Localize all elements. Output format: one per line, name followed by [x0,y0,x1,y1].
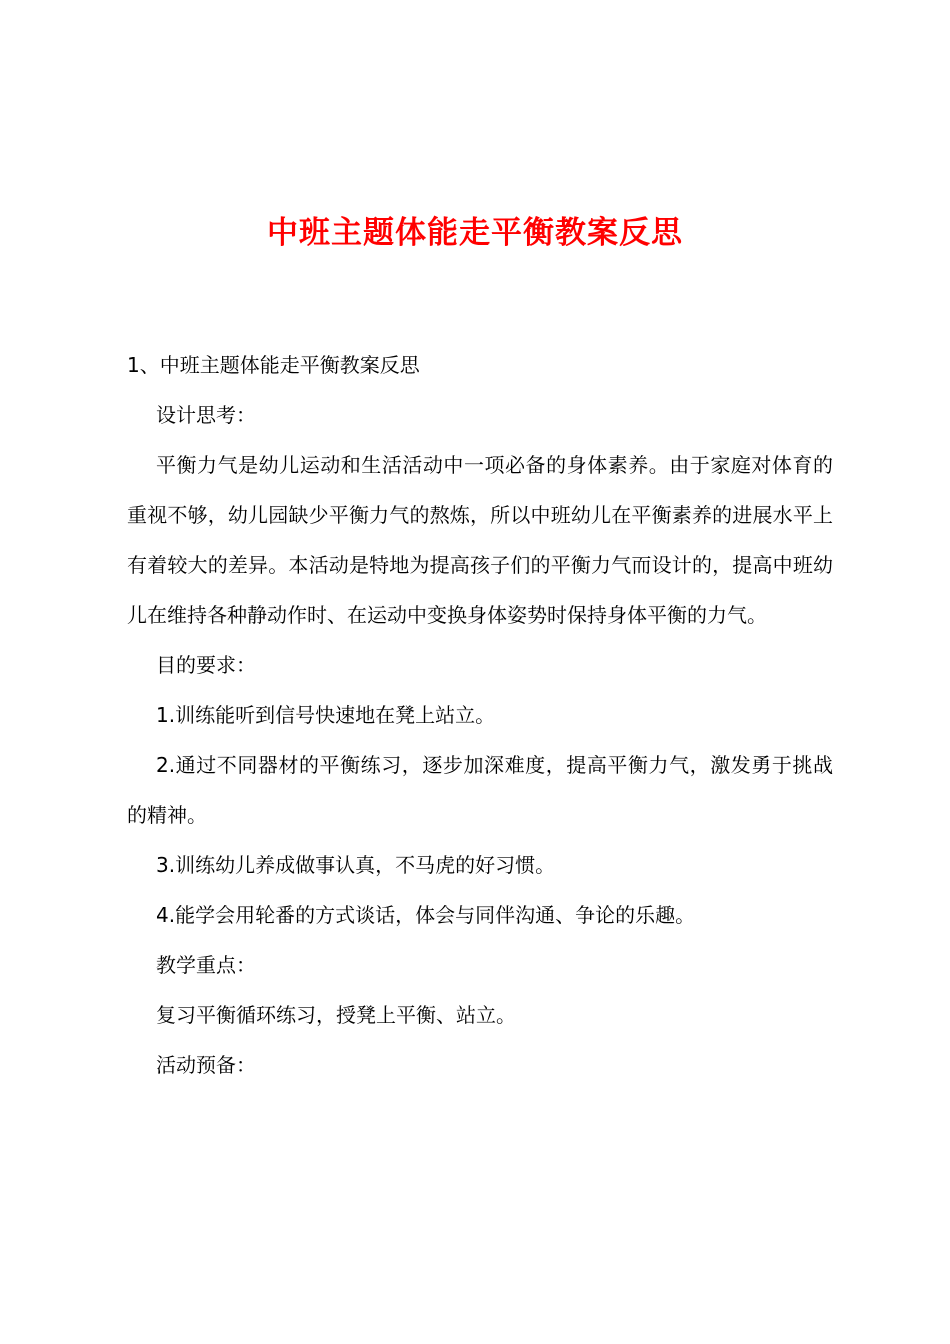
document-body [127,340,833,1090]
section-heading: 1、中班主题体能走平衡教案反思 [127,353,420,377]
goals-label: 目的要求： [156,653,256,677]
goal-item-3: 3.训练幼儿养成做事认真，不马虎的好习惯。 [156,853,556,877]
design-thinking-paragraph: 平衡力气是幼儿运动和生活活动中一项必备的身体素养。由于家庭对体育的重视不够，幼儿园缺少平衡力气的熬炼，所以中班幼儿在平衡素养的进展水平上有着较大的差异。本活动是特地为提高孩子们的平衡力气而设计的，提高中班幼儿在维持各种静动作时、在运动中变换身体姿势时保持身体平衡的力气。 [127,453,833,627]
teaching-focus-text: 复习平衡循环练习，授凳上平衡、站立。 [156,1003,516,1027]
goal-item-1: 1.训练能听到信号快速地在凳上站立。 [156,703,496,727]
goal-item-2: 2.通过不同器材的平衡练习，逐步加深难度，提高平衡力气，激发勇于挑战的精神。 [127,753,833,827]
goal-item-4: 4.能学会用轮番的方式谈话，体会与同伴沟通、争论的乐趣。 [156,903,696,927]
design-thinking-label: 设计思考： [156,403,256,427]
activity-preparation-label: 活动预备： [156,1053,256,1077]
teaching-focus-label: 教学重点： [156,953,256,977]
document-title: 中班主题体能走平衡教案反思 [267,215,683,251]
